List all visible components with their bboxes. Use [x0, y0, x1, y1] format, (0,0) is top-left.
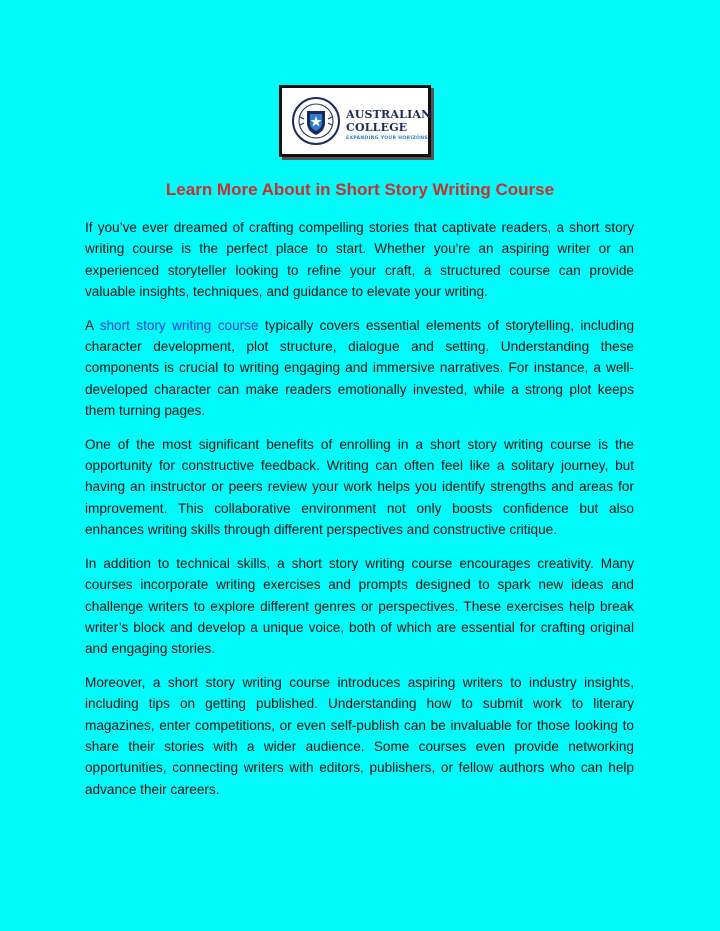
- paragraph-elements: [85, 315, 634, 422]
- article-body: [85, 217, 634, 812]
- paragraph-suffix: typically covers essential elements of storytelling, including character development, plot structure, dialogue and setting. Understanding these components is crucial to writing engaging and immersive narratives. For instance, a well-developed character can make readers emotionally invested, while a strong plot keeps them turning pages.: [85, 317, 634, 419]
- paragraph-prefix: A: [85, 317, 100, 333]
- course-link[interactable]: short story writing course: [99, 317, 259, 333]
- paragraph-feedback: One of the most significant benefits of enrolling in a short story writing course is the opportunity for constructive feedback. Writing can often feel like a solitary journey, but having an instructor or peers review your work helps you identify strengths and areas for improvement. This collaborative environment not only boosts confidence but also enhances writing skills through different perspectives and constructive critique.: [85, 436, 634, 538]
- logo-name-line-2: COLLEGE: [346, 121, 408, 134]
- paragraph-creativity: In addition to technical skills, a short story writing course encourages creativity. Many courses incorporate writing exercises and prompts designed to spark new ideas and challenge writers to explore different genres or perspectives. These exercises help break writer’s block and develop a unique voice, both of which are essential for crafting original and engaging stories.: [85, 555, 634, 657]
- paragraph-intro: If you’ve ever dreamed of crafting compelling stories that captivate readers, a short story writing course is the perfect place to start. Whether you're an aspiring writer or an experienced storyteller looking to refine your craft, a structured course can provide valuable insights, techniques, and guidance to elevate your writing.: [85, 220, 634, 300]
- page-title: Learn More About in Short Story Writing Course: [165, 180, 555, 199]
- logo-name-line-1: AUSTRALIAN: [346, 108, 432, 121]
- paragraph-industry: Moreover, a short story writing course introduces aspiring writers to industry insights, including tips on getting published. Understanding how to submit work to literary magazines, enter competitions, or even self-publish can be invaluable for those looking to share their stories with a wider audience. Some courses even provide networking opportunities, connecting writers with editors, publishers, or fellow authors who can help advance their careers.: [85, 674, 634, 797]
- college-logo: [279, 85, 431, 157]
- crest-icon: [292, 97, 340, 145]
- logo-tagline: EXPANDING YOUR HORIZONS: [346, 136, 428, 141]
